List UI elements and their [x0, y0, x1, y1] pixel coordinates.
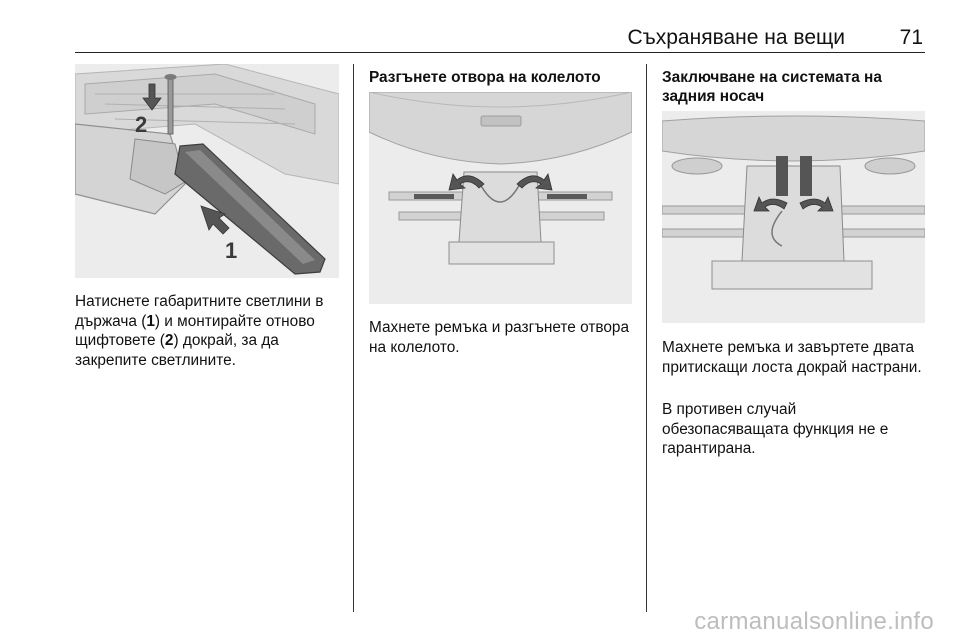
wheel-opening-instruction: Махнете ремъка и разгънете отвора на колелото. — [369, 319, 630, 356]
figure-label-2: 2 — [135, 112, 148, 137]
watermark: carmanualsonline.info — [694, 608, 934, 635]
heading-wheel-opening: Разгънете отвора на колелото — [369, 69, 601, 86]
lock-instruction: Махнете ремъка и завъртете двата притискащи лоста докрай настрани. — [662, 339, 922, 376]
illustration-wheel-opening — [369, 92, 632, 304]
illustration-lights-mounting — [75, 64, 339, 278]
section-title: Съхраняване на вещи — [627, 26, 845, 49]
illustration-locking-levers — [662, 111, 925, 323]
column-divider-1 — [353, 64, 354, 612]
heading-lock-system: Заключване на системата на задния носач — [662, 69, 882, 105]
ref-1: 1 — [146, 312, 155, 330]
lock-warning: В противен случай обезопасяващата функция не е гарантирана. — [662, 401, 889, 457]
page-header — [75, 22, 925, 53]
lights-instruction: Натиснете габаритните светлини в държача (1) и монтирайте отново щифтовете (2) докрай, за да закрепите светлините. — [75, 293, 324, 369]
page-number: 71 — [899, 26, 923, 49]
column-divider-2 — [646, 64, 647, 612]
ref-2: 2 — [164, 332, 174, 349]
figure-label-1: 1 — [225, 238, 238, 263]
